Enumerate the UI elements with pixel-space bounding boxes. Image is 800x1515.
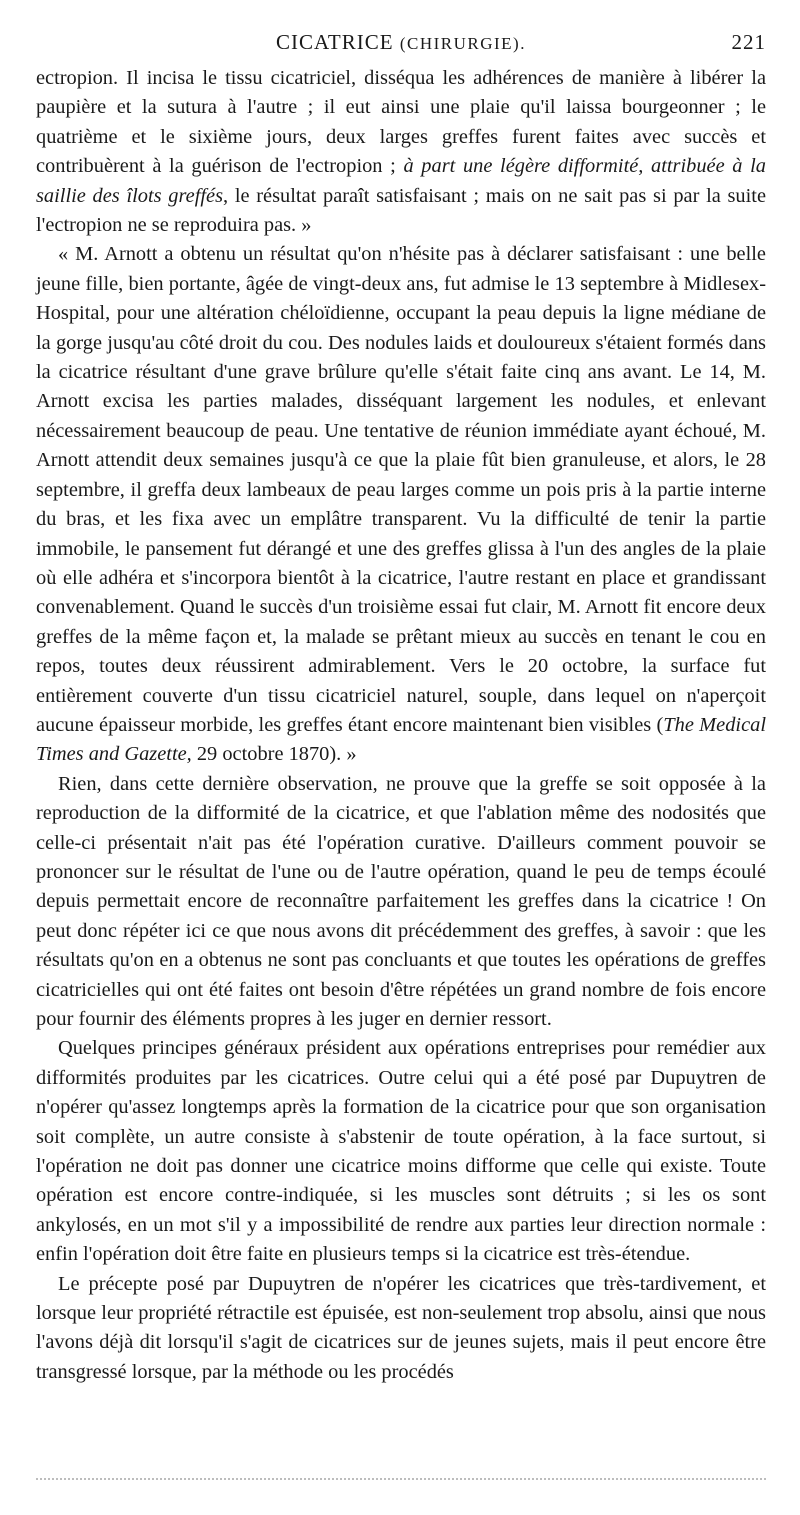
running-title-main: CICATRICE [276, 30, 394, 54]
paragraph-p5 [36, 1270, 766, 1388]
text-segment: Rien, dans cette dernière observation, ne prouve que la greffe se soit opposée à la reproduction de la difformité de la cicatrice, et que l'ablation même des nodosités que celle-ci présentait n'ait pas été l'opération curative. D'ailleurs comment pouvoir se prononcer sur le résultat de l'une ou de l'autre opération, quand le peu de temps écoulé depuis permettait encore de reconnaître parfaitement les greffes dans la cicatrice ! On peut donc répéter ici ce que nous avons dit précédemment des greffes, à savoir : que les résultats qu'on en a obtenus ne sont pas concluants et que toutes les opérations de greffes cicatricielles qui ont été faites ont besoin d'être répétées un grand nombre de fois encore pour fournir des éléments propres à les juger en dernier ressort. [36, 772, 766, 1030]
text-segment: Le précepte posé par Dupuytren de n'opérer les cicatrices que très-tardivement, et lorsque leur propriété rétractile est épuisée, est non-seulement trop absolu, ainsi que nous l'avons déjà dit lorsqu'il s'agit de cicatrices sur de jeunes sujets, mais il peut encore être transgressé lorsque, par la méthode ou les procédés [36, 1272, 766, 1383]
paragraph-p1 [36, 64, 766, 240]
decorative-bottom-dots [36, 1478, 766, 1484]
italic-text-segment: à part une légère difformité, attribuée à la saillie des îlots greffés [36, 155, 766, 207]
running-head [36, 30, 766, 64]
text-segment: « M. Arnott a obtenu un résultat qu'on n'hésite pas à déclarer satisfaisant : une belle jeune fille, bien portante, âgée de vingt-deux ans, fut admise le 13 septembre à Midlesex-Hospital, pour une altération chéloïdienne, occupant la peau depuis la ligne médiane de la gorge jusqu'au côté droit du cou. Des nodules laids et douloureux s'étaient formés dans la cicatrice résultant d'une grave brûlure qu'elle s'était faite cinq ans avant. Le 14, M. Arnott excisa les parties malades, disséquant largement les nodules, et enlevant nécessairement beaucoup de peau. Une tentative de réunion immédiate ayant échoué, M. Arnott attendit deux semaines jusqu'à ce que la plaie fût bien granuleuse, et alors, le 28 septembre, il greffa deux lambeaux de peau larges comme un pois pris à la partie interne du bras, et les fixa avec un emplâtre transparent. Vu la difficulté de tenir la partie immobile, le pansement fut dérangé et une des greffes glissa à l'un des angles de la plaie où elle adhéra et s'incorpora bientôt à la cicatrice, l'autre restant en place et grandissant convenablement. Quand le succès d'un troisième essai fut clair, M. Arnott fit encore deux greffes de la même façon et, la malade se prêtant mieux au succès en tenant le cou en repos, toutes deux réussirent admirablement. Vers le 20 octobre, la surface fut entièrement couverte d'un tissu cicatriciel naturel, souple, dans lequel on n'aperçoit aucune épaisseur morbide, les greffes étant encore maintenant bien visibles ( [36, 243, 766, 736]
paragraph-p3 [36, 770, 766, 1035]
text-segment: , le résultat paraît satisfaisant ; mais on ne sait pas si par la suite l'ectropion ne se reproduira pas. » [36, 184, 767, 237]
text-segment: 29 octobre 1870). » [191, 743, 357, 766]
text-segment: ectropion. Il incisa le tissu cicatriciel, disséqua les adhérences de manière à libérer la paupière et la sutura à l'autre ; il eut ainsi une plaie qu'il laissa bourgeonner ; le quatrième et le sixième jours, deux larges greffes furent faites avec succès et contribuèrent à la guérison de l'ectropion ; [36, 67, 766, 178]
italic-text-segment: The Medical Times and Gazette, [36, 713, 766, 766]
paragraph-p4 [36, 1034, 766, 1269]
text-segment: Quelques principes généraux président aux opérations entreprises pour remédier aux difformités produites par les cicatrices. Outre celui qui a été posé par Dupuytren de n'opérer qu'assez longtemps après la formation de la cicatrice pour que son organisation soit complète, un autre consiste à s'abstenir de toute opération, à la face surtout, si l'opération ne doit pas donner une cicatrice moins difforme que celle qui existe. Toute opération est encore contre-indiquée, si les muscles sont détruits ; si les os sont ankylosés, en un mot s'il y a impossibilité de rendre aux parties leur direction normale : enfin l'opération doit être faite en plusieurs temps si la cicatrice est très-étendue. [36, 1037, 766, 1266]
running-title [276, 30, 526, 55]
paragraph-p2 [36, 240, 766, 769]
body-text [36, 64, 766, 1387]
page-number: 221 [731, 30, 766, 54]
running-title-subtitle: (CHIRURGIE). [399, 34, 526, 53]
